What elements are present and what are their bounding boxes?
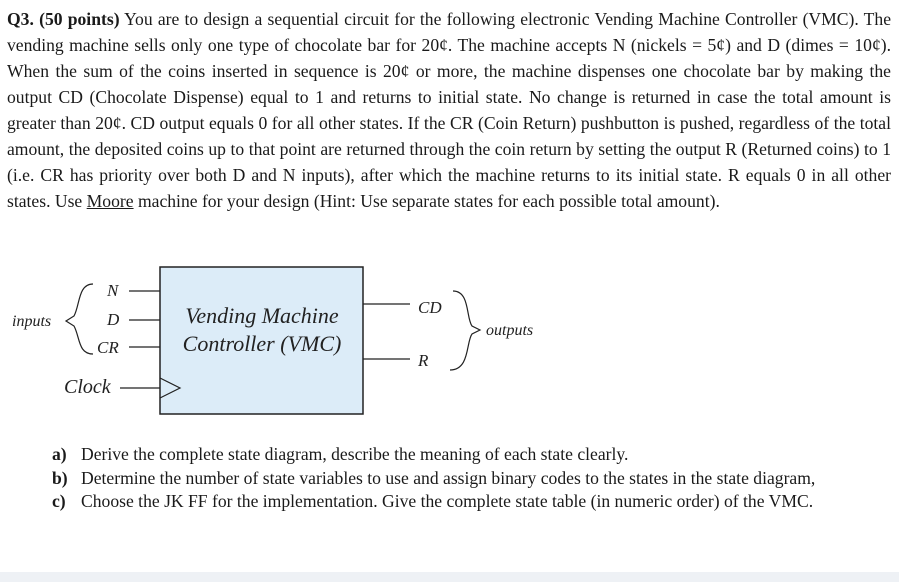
block-title-line2: Controller (VMC) (182, 331, 342, 356)
question-label: c) (52, 491, 66, 511)
outputs-brace (450, 291, 480, 370)
problem-statement (7, 6, 891, 214)
inputs-brace (66, 284, 93, 354)
question-text: Determine the number of state variables to use and assign binary codes to the states in the state diagram, (81, 467, 816, 488)
block-title-line1: Vending Machine (185, 303, 339, 328)
problem-underlined-word: Moore (86, 191, 134, 211)
problem-heading: Q3. (50 points) (7, 9, 120, 29)
bottom-strip (0, 572, 899, 582)
input-cr-label: CR (97, 338, 119, 357)
input-n-label: N (107, 281, 119, 300)
question-item (52, 467, 891, 491)
inputs-label: inputs (12, 313, 52, 330)
question-item (52, 443, 891, 467)
question-list (52, 443, 891, 514)
question-label: a) (52, 444, 67, 464)
problem-body-2: machine for your design (Hint: Use separate states for each possible total amount). (133, 191, 720, 211)
outputs-label: outputs (486, 322, 534, 339)
vmc-block-diagram (0, 258, 899, 423)
output-cd-label: CD (418, 298, 442, 317)
output-r-label: R (418, 351, 429, 370)
problem-body-1: You are to design a sequential circuit for the following electronic Vending Machine Controller (VMC). The vending machine sells only one type of chocolate bar for 20¢. The machine accepts N (nickels = 5¢) and D (dimes = 10¢). When the sum of the coins inserted in sequence is 20¢ or more, the machine dispenses one chocolate bar by making the output CD (Chocolate Dispense) equal to 1 and returns to initial state. No change is returned in case the total amount is greater than 20¢. CD output equals 0 for all other states. If the CR (Coin Return) pushbutton is pushed, regardless of the total amount, the deposited coins up to that point are returned through the coin return by setting the output R (Returned coins) to 1 (i.e. CR has priority over both D and N inputs), after which the machine returns to its initial state. R equals 0 in all other states. Use (7, 9, 892, 211)
question-text: Choose the JK FF for the implementation. Give the complete state table (in numeric order) of the VMC. (81, 491, 814, 511)
clock-label: Clock (64, 376, 111, 398)
question-item (52, 490, 891, 514)
question-text: Derive the complete state diagram, describe the meaning of each state clearly. (81, 444, 629, 464)
question-label: b) (52, 467, 68, 488)
input-d-label: D (107, 310, 120, 329)
